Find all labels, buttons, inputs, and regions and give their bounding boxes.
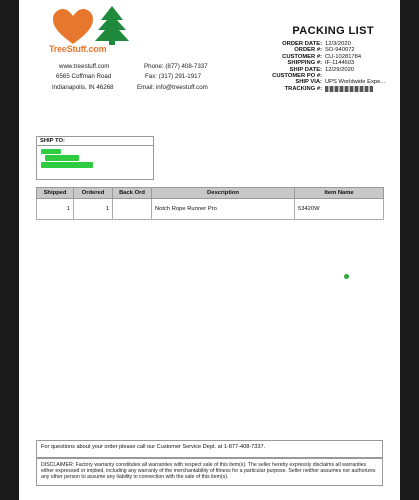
green-marker-dot bbox=[344, 274, 349, 279]
ship-to-label: SHIP TO: bbox=[37, 137, 153, 146]
field-value: UPS Worldwide Expe... bbox=[325, 79, 386, 86]
table-row bbox=[37, 199, 384, 220]
company-email: Email: info@treestuff.com bbox=[137, 84, 208, 91]
field-label: CUSTOMER #: bbox=[282, 53, 322, 60]
company-fax: Fax: (317) 291-1917 bbox=[145, 73, 202, 80]
logo-wordmark: TreeStuff.com bbox=[49, 44, 107, 54]
company-street: 6565 Coffman Road bbox=[56, 73, 112, 80]
field-value: 12/29/2020 bbox=[325, 66, 355, 73]
field-label: ORDER #: bbox=[294, 47, 322, 54]
cell-ordered: 1 bbox=[74, 199, 113, 220]
order-details bbox=[254, 41, 394, 93]
cell-back-ord bbox=[113, 199, 152, 220]
document-title: PACKING LIST bbox=[292, 25, 374, 37]
col-item-name: Item Name bbox=[295, 188, 384, 199]
cell-shipped: 1 bbox=[37, 199, 74, 220]
customer-service-note: For questions about your order please call our Customer Service Dept. at 1-877-408-7337. bbox=[36, 440, 383, 458]
redaction-mark bbox=[45, 155, 79, 161]
field-label: SHIPPING #: bbox=[287, 60, 322, 67]
col-back-ord: Back Ord bbox=[113, 188, 152, 199]
redaction-bar bbox=[325, 86, 373, 92]
redaction-mark bbox=[41, 162, 93, 168]
field-label: SHIP DATE: bbox=[289, 66, 322, 73]
field-value: SO-940072 bbox=[325, 47, 355, 54]
ship-to-box bbox=[36, 136, 154, 180]
col-shipped: Shipped bbox=[37, 188, 74, 199]
col-ordered: Ordered bbox=[74, 188, 113, 199]
field-label: SHIP VIA: bbox=[295, 79, 322, 86]
company-city: Indianapolis, IN 46268 bbox=[52, 84, 114, 91]
cell-item-name: 53420W bbox=[295, 199, 384, 220]
disclaimer: DISCLAIMER: Factory warranty constitutes all warranties with respect sale of this item(s). The seller hereby expressly disclaims all warranties either expressed or implied, including any warranty of the merchantability of fitness for a particular purpose. Seller neither assumes nor authorizes any other person to assume any liability in connection with the sale of this item(s). bbox=[36, 458, 383, 486]
field-label: CUSTOMER PO #: bbox=[272, 73, 322, 80]
redaction-mark bbox=[41, 149, 61, 154]
items-table bbox=[36, 187, 384, 220]
col-description: Description bbox=[152, 188, 295, 199]
field-value: CU-10281784 bbox=[325, 53, 362, 60]
field-label: TRACKING #: bbox=[284, 85, 322, 92]
field-value: 12/3/2020 bbox=[325, 41, 351, 47]
field-value: IF-1144603 bbox=[325, 60, 355, 67]
table-header-row bbox=[37, 188, 384, 199]
field-label: ORDER DATE: bbox=[282, 41, 322, 47]
cell-description: Notch Rope Runner Pro bbox=[152, 199, 295, 220]
packing-list-page bbox=[19, 0, 400, 500]
tracking-redacted bbox=[325, 86, 373, 93]
company-website: www.treestuff.com bbox=[59, 63, 110, 70]
treestuff-logo bbox=[49, 6, 141, 56]
field-tracking bbox=[254, 86, 394, 93]
company-phone: Phone: (877) 408-7337 bbox=[144, 63, 208, 70]
